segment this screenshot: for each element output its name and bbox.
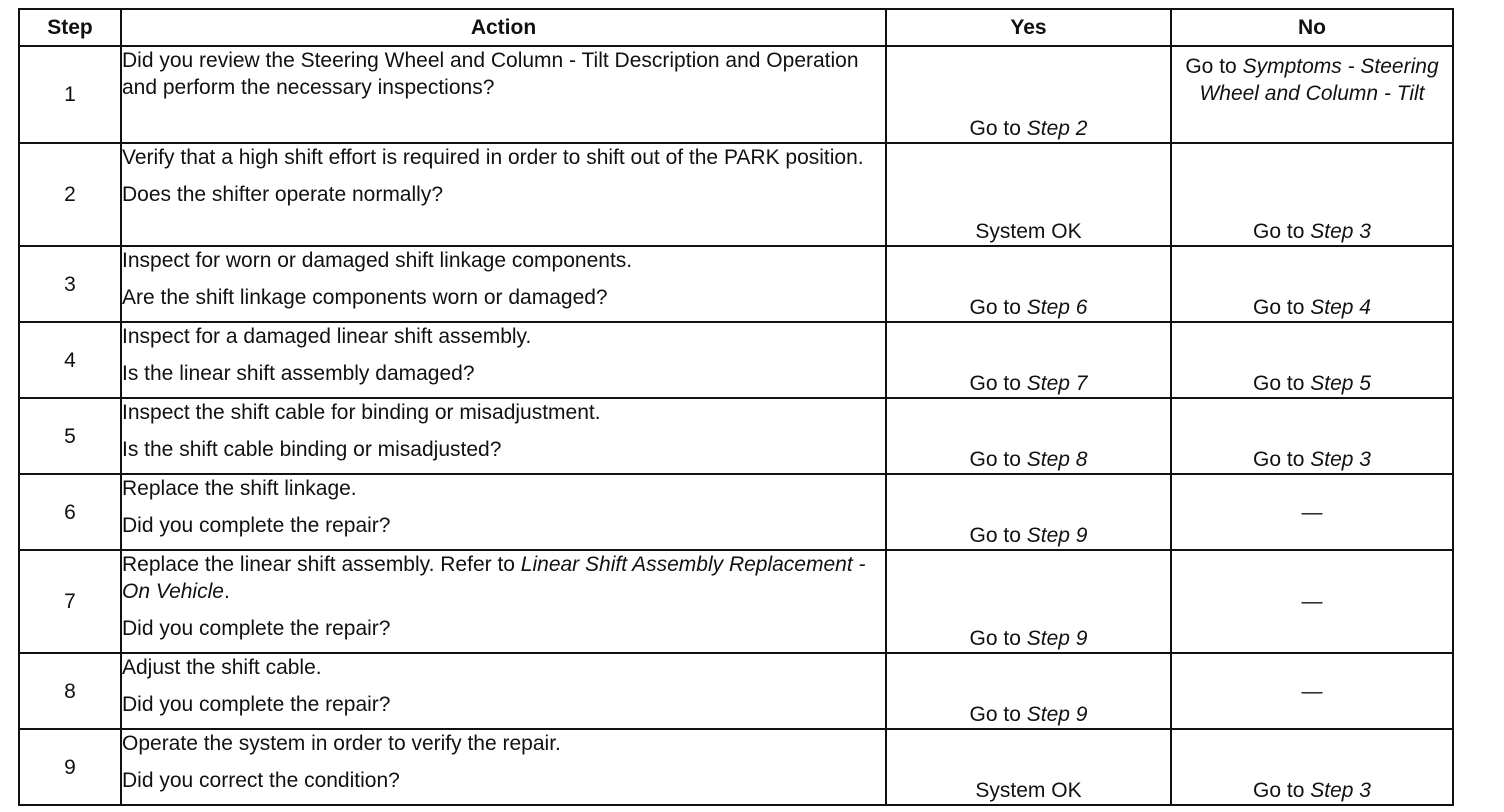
action-text: Inspect for a damaged linear shift assembly. [122, 325, 532, 348]
table-row [19, 46, 1453, 143]
action-cell [121, 729, 886, 805]
action-cell [121, 398, 886, 474]
yes-text: System OK [975, 779, 1082, 802]
action-cell [121, 246, 886, 322]
action-question: Is the linear shift assembly damaged? [122, 362, 475, 385]
action-text [122, 551, 885, 605]
yes-cell [886, 550, 1171, 653]
step-number: 9 [19, 729, 121, 805]
action-question: Does the shifter operate normally? [122, 183, 443, 206]
action-cell [121, 143, 886, 246]
table-row [19, 246, 1453, 322]
step-number: 2 [19, 143, 121, 246]
step-number: 8 [19, 653, 121, 729]
action-text: Verify that a high shift effort is required in order to shift out of the PARK position. [122, 146, 864, 169]
no-cell [1171, 550, 1453, 653]
no-dash: — [1301, 590, 1323, 613]
no-ref: Step 3 [1310, 448, 1371, 471]
action-cell [121, 550, 886, 653]
no-text: Go to [1253, 296, 1305, 319]
no-dash: — [1301, 679, 1323, 703]
step-number: 7 [19, 550, 121, 653]
action-question: Did you complete the repair? [122, 693, 391, 716]
yes-ref: Step 9 [1026, 524, 1088, 547]
header-step: Step [19, 9, 121, 46]
action-text: Adjust the shift cable. [122, 656, 322, 679]
step-number: 3 [19, 246, 121, 322]
yes-text: Go to [969, 296, 1021, 319]
action-cell [121, 653, 886, 729]
yes-text: Go to [969, 627, 1021, 650]
yes-text: Go to [969, 448, 1021, 471]
yes-cell [886, 246, 1171, 322]
yes-text: Go to [969, 117, 1021, 140]
action-text-tail: . [223, 580, 230, 603]
step-number: 4 [19, 322, 121, 398]
no-ref: Step 3 [1310, 779, 1371, 802]
action-question: Is the shift cable binding or misadjusted? [122, 438, 502, 461]
no-cell [1171, 398, 1453, 474]
yes-ref: Step 8 [1026, 448, 1088, 471]
no-cell [1171, 46, 1453, 143]
action-text: Did you review the Steering Wheel and Column - Tilt Description and Operation and perform the necessary inspections? [122, 49, 859, 99]
diagnostic-table [18, 8, 1454, 806]
no-text: Go to [1253, 448, 1305, 471]
action-cell [121, 322, 886, 398]
step-number: 6 [19, 474, 121, 550]
no-ref: Symptoms - Steering Wheel and Column - Tilt [1199, 55, 1439, 105]
yes-cell [886, 46, 1171, 143]
action-reference: Linear Shift Assembly Replacement - On Vehicle [122, 553, 866, 603]
yes-text: Go to [969, 703, 1021, 726]
table-row [19, 653, 1453, 729]
yes-ref: Step 2 [1026, 117, 1088, 140]
no-ref: Step 3 [1310, 220, 1371, 243]
no-cell [1171, 322, 1453, 398]
header-no: No [1171, 9, 1453, 46]
action-text: Replace the shift linkage. [122, 477, 357, 500]
table-row [19, 143, 1453, 246]
yes-cell [886, 398, 1171, 474]
no-text: Go to [1253, 372, 1305, 395]
no-cell [1171, 729, 1453, 805]
action-cell [121, 46, 886, 143]
yes-ref: Step 9 [1026, 703, 1088, 726]
no-ref: Step 5 [1310, 372, 1371, 395]
no-text: Go to [1253, 779, 1305, 802]
table-row [19, 474, 1453, 550]
no-text: Go to [1185, 55, 1237, 78]
action-text: Inspect for worn or damaged shift linkage components. [122, 249, 633, 272]
no-text: Go to [1253, 220, 1305, 243]
action-question: Did you complete the repair? [122, 617, 391, 640]
header-yes: Yes [886, 9, 1171, 46]
no-dash: — [1301, 500, 1323, 524]
yes-cell [886, 474, 1171, 550]
no-cell [1171, 143, 1453, 246]
yes-ref: Step 7 [1026, 372, 1088, 395]
no-cell [1171, 474, 1453, 550]
no-cell [1171, 653, 1453, 729]
no-ref: Step 4 [1310, 296, 1371, 319]
yes-cell [886, 322, 1171, 398]
yes-ref: Step 9 [1026, 627, 1088, 650]
yes-cell [886, 729, 1171, 805]
header-row [19, 9, 1453, 46]
table-row [19, 729, 1453, 805]
yes-cell [886, 653, 1171, 729]
action-question: Are the shift linkage components worn or damaged? [122, 286, 608, 309]
action-cell [121, 474, 886, 550]
header-action: Action [121, 9, 886, 46]
table-row [19, 398, 1453, 474]
action-text: Operate the system in order to verify the repair. [122, 732, 561, 755]
yes-text: Go to [969, 372, 1021, 395]
yes-ref: Step 6 [1026, 296, 1088, 319]
table-row [19, 550, 1453, 653]
step-number: 5 [19, 398, 121, 474]
action-question: Did you correct the condition? [122, 769, 400, 792]
table-row [19, 322, 1453, 398]
yes-cell [886, 143, 1171, 246]
step-number: 1 [19, 46, 121, 143]
yes-text: Go to [969, 524, 1021, 547]
action-text: Inspect the shift cable for binding or misadjustment. [122, 401, 601, 424]
yes-text: System OK [975, 220, 1082, 243]
no-cell [1171, 246, 1453, 322]
action-text-plain: Replace the linear shift assembly. Refer to [122, 553, 521, 576]
action-question: Did you complete the repair? [122, 514, 391, 537]
